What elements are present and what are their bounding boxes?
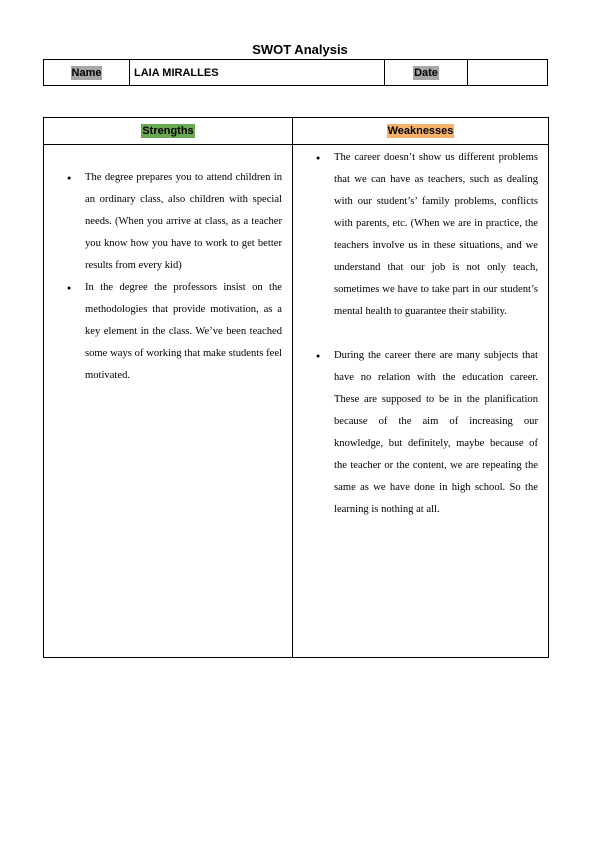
date-label-cell — [385, 60, 468, 86]
weaknesses-header — [293, 118, 549, 145]
weakness-item: ● The career doesn’t show us different problems that we can have as teachers, such as dealing with our student’s’ family problems, conflicts with parents, etc. (When we are in practice, the teachers involve us in these situations, and we understand that our job is not only teach, sometimes we have to take part in our student’s mental health to guarantee their stability. — [293, 147, 538, 323]
strengths-cell — [44, 145, 293, 658]
date-label: Date — [414, 66, 438, 79]
name-value: LAIA MIRALLES — [130, 60, 385, 86]
strength-item: ● The degree prepares you to attend children in an ordinary class, also children with special needs. (When you arrive at class, as a teacher you know how you have to work to get better results from every kid) — [44, 167, 282, 277]
strength-item: ● In the degree the professors insist on the methodologies that provide motivation, as a key element in the class. We’ve been teached some ways of working that make students feel motivated. — [44, 277, 282, 387]
swot-table — [43, 117, 549, 658]
strengths-list — [44, 145, 292, 387]
name-label-cell — [44, 60, 130, 86]
weakness-item: ● During the career there are many subjects that have no relation with the education career. These are supposed to be in the planification because of the aim of increasing our knowledge, but definitely, maybe because of the teacher or the content, we are repeating the same as we have done in high school. So the learning is nothing at all. — [293, 345, 538, 521]
info-table — [43, 59, 548, 86]
strengths-header — [44, 118, 293, 145]
strengths-label: Strengths — [142, 125, 194, 137]
weaknesses-cell — [293, 145, 549, 658]
weaknesses-list — [293, 145, 548, 521]
document-title: SWOT Analysis — [252, 42, 348, 57]
date-value — [468, 60, 548, 86]
weaknesses-label: Weaknesses — [387, 125, 454, 137]
name-label: Name — [71, 66, 102, 79]
